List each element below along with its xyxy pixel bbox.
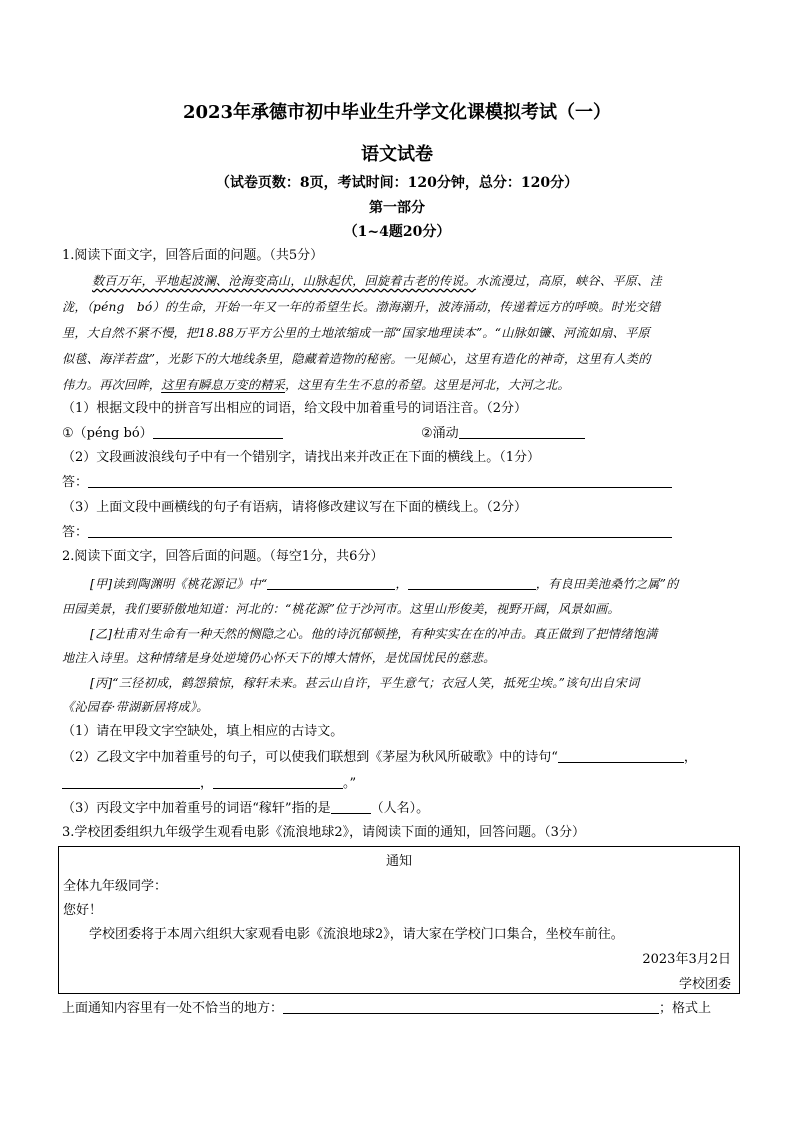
q1-sub1-b-label: ②涌动 [420,426,459,441]
q3-footer [62,999,742,1019]
notice-title: 通知 [385,854,412,869]
q2-sub2-blank-1[interactable] [558,748,684,763]
q2-prompt: 2.阅读下面文字，回答后面的问题。（每空1分，共6分） [62,549,384,564]
part-heading: 第一部分 [369,200,425,216]
q2-yi-line-2: 地注入诗里。这种情绪是身处逆境仍心怀天下的博大情怀，是忧国忧民的慈悲。 [62,651,496,665]
notice-box [58,846,740,994]
q2-yi-line-1: [乙]杜甫对生命有一种天然的恻隐之心。他的诗沉郁顿挫，有种实实在在的冲击。真正做到了把情绪饱满 [90,627,658,641]
q1-underlined-sentence: 这里有瞬息万变的精采 [161,378,285,392]
q1-sub1-a-label: ①（péng bó） [62,426,153,441]
q2-jia-blank-2[interactable] [408,575,536,590]
q1-para-line-5b: ，这里有生生不息的希望。这里是河北，大河之北。 [284,378,570,392]
q1-sub1: （1）根据文段中的拼音写出相应的词语，给文段中加着重号的词语注音。（2分） [62,401,528,416]
q2-jia-line-1 [90,574,740,594]
q2-sub2-blank-3[interactable] [213,774,343,789]
q2-sub2-continued [62,774,742,794]
q2-sub3-tail: （人名）。 [370,801,430,816]
q1-para-line-1-rest: 水流漫过，高原，峡谷、平原、洼 [476,274,662,288]
q2-sub3-text: （3）丙段文字中加着重号的词语“稼轩”指的是 [62,801,331,816]
q1-sub3-answer-label: 答： [62,525,89,540]
q2-sub1: （1）请在甲段文字空缺处，填上相应的古诗文。 [62,724,344,739]
q1-para-line-4: 似毯、海洋若盘”，光影下的大地线条里，隐藏着造物的秘密。一见倾心，这里有造化的神奇，这里有人类的 [62,352,651,366]
q3-footer-blank[interactable] [283,999,659,1014]
notice-date: 2023年3月2日 [642,952,731,967]
q1-para-line-5 [62,375,742,395]
exam-subtitle: 语文试卷 [361,144,433,165]
q2-jia-comma: ， [395,577,408,591]
q2-sub2 [62,748,742,768]
q1-sub2-answer-blank[interactable] [88,473,672,488]
q3-prompt: 3.学校团委组织九年级学生观看电影《流浪地球2》，请阅读下面的通知，回答问题。（3分） [62,825,585,840]
notice-body: 学校团委将于本周六组织大家观看电影《流浪地球2》，请大家在学校门口集合，坐校车前往。 [89,927,624,942]
q2-jia-line-1a: [甲]读到陶渊明《桃花源记》中“ [90,577,268,591]
q1-para-line-2: 泷，（péng bó）的生命，开始一年又一年的希望生长。渤海潮升，波涛涌动，传递着远方的呼唤。时光交错 [62,300,661,314]
exam-title: 2023年承德市初中毕业生升学文化课模拟考试（一） [182,102,612,123]
q1-sub1-b-blank[interactable] [459,424,585,439]
notice-hello: 您好！ [63,903,103,918]
q1-sub1-a-blank[interactable] [153,424,283,439]
notice-signer: 学校团委 [678,977,731,992]
q2-sub2-blank-2[interactable] [62,774,200,789]
q2-bing-line-1: [丙]“三径初成，鹤怨猿惊，稼轩未来。甚云山自许，平生意气；衣冠人笑，抵死尘埃。”该句出自宋词 [90,676,640,690]
q1-para-line-5a: 伟力。再次回眸， [62,378,162,392]
q2-sub2-comma: ， [683,750,697,765]
q1-wavy-sentence: 数百万年，平地起波澜、沧海变高山，山脉起伏，回旋着古老的传说。 [92,274,477,288]
q2-jia-line-2: 田园美景，我们要骄傲地知道：河北的：“桃花源”位于沙河市。这里山形俊美，视野开阔，风景如画。 [62,602,620,616]
q2-sub2-end: 。” [343,776,357,791]
q1-sub3-answer [62,523,742,543]
q1-sub2: （2）文段画波浪线句子中有一个错别字，请找出来并改正在下面的横线上。（1分） [62,450,541,465]
q2-jia-line-1c: ，有良田美池桑竹之属”的 [535,577,679,591]
q2-sub3-blank[interactable] [331,799,371,814]
q3-footer-tail: ；格式上 [659,1001,712,1016]
q1-para-line-3: 里，大自然不紧不慢，把18.88万平方公里的土地浓缩成一部“国家地理读本”。“山脉如镰、河流如扇、平原 [62,326,650,340]
notice-greeting: 全体九年级同学： [63,879,168,894]
q1-sub3-answer-blank[interactable] [88,523,672,538]
q1-para-line-1 [92,271,732,291]
q3-footer-text: 上面通知内容里有一处不恰当的地方： [62,1001,284,1016]
q1-sub2-answer [62,473,742,493]
q2-bing-line-2: 《沁园春·带湖新居将成》。 [62,700,209,714]
q1-sub3: （3）上面文段中画横线的句子有语病，请将修改建议写在下面的横线上。（2分） [62,500,528,515]
exam-info: （试卷页数：8页，考试时间：120分钟，总分：120分） [215,175,579,191]
q2-sub3 [62,799,742,819]
q2-sub2-text: （2）乙段文字中加着重号的句子，可以使我们联想到《茅屋为秋风所破歌》中的诗句“ [62,750,558,765]
question-range: （1~4题20分） [343,224,451,240]
q1-sub2-answer-label: 答： [62,475,89,490]
q2-sub2-comma-2: ， [200,776,214,791]
q1-prompt: 1.阅读下面文字，回答后面的问题。（共5分） [62,248,324,263]
q1-sub1-answers [62,424,742,444]
q2-jia-blank-1[interactable] [267,575,395,590]
